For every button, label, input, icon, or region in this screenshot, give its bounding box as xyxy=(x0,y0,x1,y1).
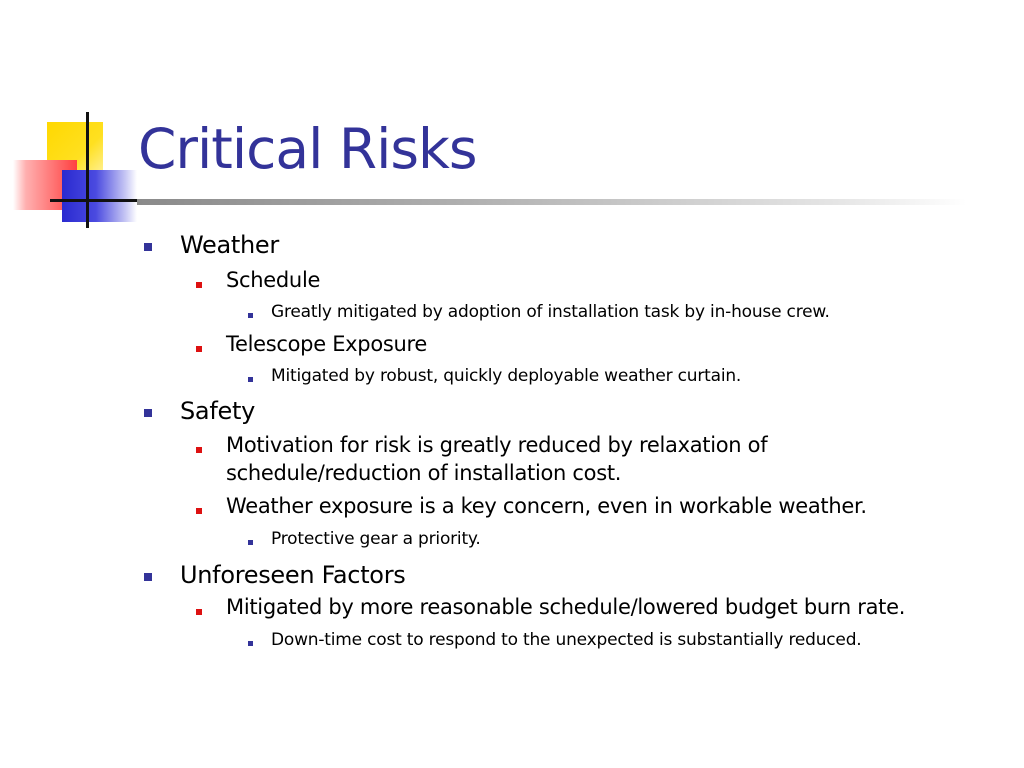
level2-bullet-marker xyxy=(196,447,202,453)
level2-bullet-marker xyxy=(196,609,202,615)
level2-bullet-marker xyxy=(196,282,202,288)
bullet-text: Mitigated by robust, quickly deployable weather curtain. xyxy=(271,366,742,386)
bullet-text: Telescope Exposure xyxy=(226,332,428,356)
level2-bullet-marker xyxy=(196,508,202,514)
bullet-text-line1: Motivation for risk is greatly reduced by relaxation of xyxy=(226,433,768,457)
level1-bullet-marker xyxy=(144,573,152,581)
bullet-text: Mitigated by more reasonable schedule/lowered budget burn rate. xyxy=(226,595,906,619)
bullet-text: Protective gear a priority. xyxy=(271,529,481,549)
bullet-text-line2: schedule/reduction of installation cost. xyxy=(226,461,622,485)
level3-bullet-marker xyxy=(248,641,253,646)
bullet-text: Safety xyxy=(180,397,255,425)
bullet-text: Schedule xyxy=(226,268,321,292)
level3-bullet-marker xyxy=(248,377,253,382)
level3-bullet-marker xyxy=(248,313,253,318)
level2-bullet-marker xyxy=(196,346,202,352)
level3-bullet-marker xyxy=(248,540,253,545)
bullet-text: Weather xyxy=(180,231,279,259)
bullet-text: Greatly mitigated by adoption of installation task by in-house crew. xyxy=(271,302,830,322)
slide-title: Critical Risks xyxy=(138,117,477,181)
bullet-text: Unforeseen Factors xyxy=(180,561,406,589)
bullet-text: Weather exposure is a key concern, even in workable weather. xyxy=(226,494,867,518)
bullet-text: Down-time cost to respond to the unexpected is substantially reduced. xyxy=(271,630,862,650)
level1-bullet-marker xyxy=(144,243,152,251)
level1-bullet-marker xyxy=(144,409,152,417)
